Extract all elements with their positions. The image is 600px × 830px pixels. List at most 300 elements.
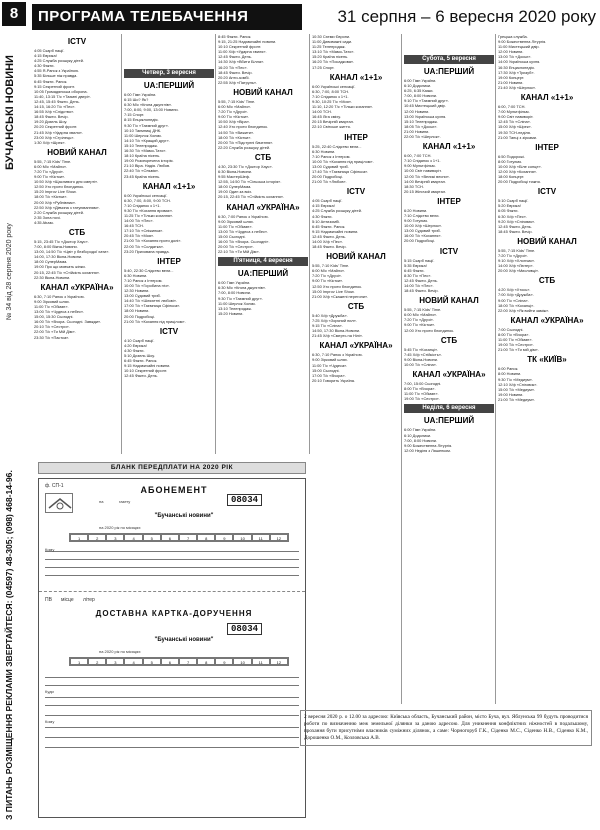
page-number: 8 [2, 2, 26, 26]
program-entry: 15:20 Новини. [218, 310, 244, 316]
program-entry: 6:30, 7:10 Ранок з Україною. [312, 352, 363, 358]
month-cell[interactable]: 1 [70, 658, 88, 665]
program-entry: 18:05 Т/с «Досьє». [404, 123, 438, 129]
month-cell[interactable]: 7 [179, 658, 197, 665]
program-entry: 5:25, 22:40 Слідство вели... [312, 143, 362, 149]
announcement: 2 вересня 2020 р. о 12.00 за адресою: Київська область, Бучанський район, місто Буча, вул. Яблунська 99 будуть проводитися роботи по визначенню меж земельної ділянки за даною адресою. Для уникнення конфліктних ніжностей в подальшому, прохання бути присутніми власників суміжних ділянок, а саме: Чорногоруб Г.К., Сіденко М.С., Сіденко Н.В., Сіденко К.М., Дорошенко О.М., Козловська А.В. [300, 710, 592, 746]
program-entry: 18:45 Факти. Вечір. [218, 69, 253, 75]
program-entry: 18:10 Країна пісень. [124, 153, 161, 159]
subscription-index: 08034 [227, 494, 262, 506]
program-entry: 7:00, 8:00, 9:00, 13:00 Новини. [124, 107, 179, 113]
month-cell[interactable]: 9 [215, 658, 233, 665]
program-list [404, 347, 494, 367]
program-entry: 17:40 Т/с «Таємниця Сфінкса». [312, 168, 369, 174]
program-entry: 6:30, 7:00, 8:00, 9:00 ТСН. [124, 197, 171, 203]
side-strip [0, 0, 30, 830]
program-entry: 13:00 Українська кухня. [404, 113, 447, 119]
program-entry: 9:15 Надзвичайні новини. [124, 363, 171, 369]
program-entry: 11:25 Телепродаж. [312, 44, 346, 50]
program-entry: 6:30 Новини. [312, 148, 336, 154]
program-list [498, 366, 596, 402]
form-line[interactable] [45, 715, 299, 716]
program-list [34, 239, 120, 280]
program-list [312, 263, 400, 299]
month-cell[interactable]: 8 [197, 658, 215, 665]
program-list [404, 381, 494, 401]
form-line[interactable] [45, 747, 299, 748]
month-cell[interactable]: 10 [233, 658, 251, 665]
program-entry: 18:45 Факти. Вечір. [498, 228, 533, 234]
program-entry: 15:20 Країна пісень. [312, 54, 349, 60]
program-entry: 7:45 Х/ф «Стійкість». [404, 351, 442, 357]
program-entry: 10:45 Мистецький двір. [404, 103, 446, 109]
program-entry: 20:00 Х/ф «Мисливці». [498, 268, 540, 274]
month-cell[interactable]: 4 [124, 534, 142, 541]
program-entry: 22:30 Вікна-Новини. [34, 274, 71, 280]
program-entry: 5:40, 22:30 Слідство вели... [124, 267, 174, 273]
program-entry: 7:00 Мультфільм. [498, 109, 530, 115]
program-entry: 11:00 Т/с «Чудеса». [312, 362, 348, 368]
program-entry: 12:45 Т/с «Сліпа». [498, 119, 531, 125]
program-entry: 4:20 Еврика! [124, 342, 147, 348]
program-entry: 11:00 Т/с «Обман». [404, 391, 439, 397]
form-line[interactable] [45, 551, 299, 552]
program-entry: 6:00 М/с «Майлз». [218, 104, 252, 110]
program-entry: 18:00 Т/с «Коханці». [498, 302, 535, 308]
program-entry: 4:20 Х/ф «Хтось». [498, 287, 531, 293]
channel-heading: ІНТЕР [535, 142, 559, 152]
program-entry: 9:00 Т/с «Кістки». [34, 174, 66, 180]
program-entry: 4:30 Факти. [124, 347, 145, 353]
program-entry: 6:10 Додолики. [404, 83, 432, 89]
paper-quoted: "Бучанські новини" [154, 513, 214, 519]
program-entry: 9:00 Зірковий шлях. [312, 357, 348, 363]
form-line[interactable] [45, 567, 299, 568]
program-entry: 9:00 Т/с «Кістки». [404, 322, 436, 328]
program-entry: 14:00 Т/с «Пес». [404, 283, 434, 288]
month-cell[interactable]: 9 [215, 534, 233, 541]
month-cell[interactable]: 10 [233, 534, 251, 541]
program-entry: 16:00 Т/с «Вчора. Сьогодні. Завжди». [34, 319, 102, 325]
program-entry: 10:10 Таємниці ДНК. [124, 127, 162, 133]
program-entry: 22:55 Х/ф «Патруль». [218, 79, 258, 85]
form-line[interactable] [45, 559, 299, 560]
program-entry: 6:30, 7:00 Ранок з Україною. [218, 213, 269, 219]
program-entry: 6:00 М/с «Майлз». [312, 268, 346, 274]
program-entry: 21:10 Віра. Надія. Любов. [124, 163, 171, 169]
month-cell[interactable]: 2 [88, 534, 106, 541]
program-entry: 7:00, 15:00 Сьогодні. [404, 381, 442, 387]
program-entry: 4:05 Скарб нації. [312, 198, 343, 204]
program-entry: 15:10 Телепродаж. [124, 142, 158, 148]
channel-heading: НОВИЙ КАНАЛ [326, 252, 386, 262]
program-entry: 12:45 Факти. День. [404, 277, 438, 283]
month-cell[interactable]: 5 [143, 658, 161, 665]
program-entry: 6:05 Факти. [498, 208, 519, 214]
program-entry: 5:35 Більше ніж правда. [34, 73, 78, 79]
program-entry: 19:00 Один за всіх. [218, 189, 253, 195]
form-line[interactable] [45, 697, 299, 698]
program-entry: 7:10 Ранок з Інтером. [312, 153, 351, 159]
program-entry: 12:00 Неділя з Ляшенком. [404, 447, 451, 453]
program-list [218, 34, 308, 85]
program-entry: 9:10 Т/с «Таємний друг». [404, 98, 449, 104]
day-heading: П'ятниця, 4 вересня [218, 257, 308, 266]
channel-heading: КАНАЛ «1+1» [142, 181, 196, 191]
program-entry: 1:30 Х/ф «Шрек». [34, 139, 66, 145]
program-entry: 11:00 Т/с «Обман». [498, 337, 533, 343]
program-list [498, 34, 596, 90]
paper-quoted-2: "Бучанські новини" [154, 637, 214, 643]
program-entry: 9:15, 21:25 Надзвичайні новини. [218, 39, 277, 45]
program-entry: 13:00, 14:50 Т/с «Цвіт у безбородої хати». [34, 249, 110, 255]
month-cell[interactable]: 7 [179, 534, 197, 541]
month-grid[interactable] [69, 533, 289, 542]
program-list [312, 144, 400, 185]
program-entry: 19:00 Концерт. [498, 74, 525, 80]
program-entry: 5:10 Антизомбі. [312, 218, 341, 224]
program-entry: 12:55, 14:50 Т/с «Сільська історія». [218, 179, 282, 185]
program-entry: 19:00 Т/с «Сестри». [404, 396, 440, 402]
channel-heading: UA:ПЕРШИЙ [143, 81, 195, 90]
program-entry: 9:00 Зірковий шлях. [34, 298, 70, 304]
program-entry: 8:00 Новини. [498, 371, 522, 377]
form-line[interactable] [45, 737, 299, 738]
program-entry: 12:00 Новини. [404, 108, 430, 114]
program-entry: 6:00 Українські сенсації. [312, 83, 356, 89]
program-entry: 13:00 Т/с «Чудеса з небес». [218, 228, 269, 234]
program-entry: 11:40, 13:15 Т/с «Таємні двері». [34, 93, 91, 99]
program-entry: 12:00 Новини. [498, 49, 524, 55]
program-entry: 9:20 Х/ф «Сніговик». [498, 218, 536, 224]
place-label: місце [61, 597, 74, 603]
program-entry: 11:00 Дивовижні сади. [312, 39, 353, 45]
program-entry: 19:00 Новини. [498, 391, 524, 397]
channel-heading: UA:ПЕРШИЙ [423, 67, 475, 76]
program-entry: 10:10 Секретний фронт. [218, 44, 262, 50]
program-entry: 14:00 Вечірній квартал. [404, 178, 446, 184]
program-list [124, 193, 214, 254]
month-cell[interactable]: 3 [106, 658, 124, 665]
program-entry: 9:15 Надзвичайні новини. [312, 228, 359, 234]
program-entry: 16:00 Т/с «Кохання». [404, 233, 442, 239]
program-entry: 7:00 Сьогодні. [498, 326, 524, 332]
program-entry: 4:10 Скарб нації. [124, 337, 155, 343]
program-entry: 12:45 Факти. День. [124, 373, 158, 379]
month-cell[interactable]: 11 [252, 534, 270, 541]
program-entry: 11:00 Шерлок Холмс. [124, 132, 163, 138]
program-entry: 9:00 Зірковий шлях. [218, 218, 254, 224]
program-list [124, 338, 214, 379]
program-entry: 10:00 Х/ф «Шерлок». [404, 223, 443, 229]
form-line[interactable] [45, 575, 299, 576]
program-entry: 4:30, 23:30 Т/с «Доктор Хаус». [218, 163, 273, 169]
program-entry: 8:45 Факти. Ранок. [218, 34, 252, 39]
channel-heading: КАНАЛ «УКРАЇНА» [40, 282, 114, 292]
month-cell[interactable]: 4 [124, 658, 142, 665]
postal-logo [45, 493, 73, 513]
program-list [498, 287, 596, 312]
program-entry: 6:45 Факти. [404, 267, 425, 273]
program-list [312, 352, 400, 383]
delivery-index: 08034 [227, 623, 262, 635]
program-entry: 6:30 М/с «Книга джунглів». [218, 285, 267, 291]
page-title: ПРОГРАМА ТЕЛЕБАЧЕННЯ [32, 4, 302, 30]
program-entry: 19:00 Розсекречена історія. [124, 158, 174, 164]
channel-heading: СТБ [440, 335, 458, 345]
program-entry: 6:00 Гімн України. [404, 78, 437, 83]
program-entry: 18:00 Новини. [124, 308, 150, 314]
program-entry: 21:00 Т/с «Кохання під прицілом». [124, 318, 186, 324]
channel-heading: КАНАЛ «УКРАЇНА» [319, 341, 393, 351]
program-entry: 8:15 Енциклопедія. [124, 117, 159, 123]
program-entry: 14:30 Х/ф «Вбити Білла». [218, 59, 265, 65]
channel-heading: UA:ПЕРШИЙ [423, 416, 475, 426]
month-cell[interactable]: 11 [252, 658, 270, 665]
program-entry: 7:20 Т/с «Друзі». [312, 273, 342, 279]
program-entry: 20:00 Х/ф «Руйнівник». [34, 199, 77, 205]
channel-heading: ІНТЕР [344, 132, 368, 142]
program-list [312, 34, 400, 70]
program-entry: 15:00 Х/ф «Шрек». [498, 124, 532, 130]
program-entry: Грецька служба. [498, 34, 528, 39]
program-entry: 7:00, 8:00 Новини. [218, 290, 252, 296]
program-entry: 14:40 Т/с «Шляхетні любові». [124, 298, 177, 304]
month-cell[interactable]: 6 [161, 534, 179, 541]
program-entry: 7:20 Т/с «Друзі». [498, 253, 528, 258]
program-entry: 14:00, 17:30 Вікна-Новини. [34, 254, 83, 260]
program-entry: 6:00 Ранок. [498, 366, 519, 372]
month-cell[interactable]: 2 [88, 658, 106, 665]
program-entry: 4:35 Abzac. [34, 219, 55, 225]
program-entry: 9:30 Т/с «Кохання вриває». [124, 207, 174, 213]
program-entry: 8:00 Т/с «Вчора». [498, 331, 530, 337]
program-entry: 20:20 Секретний фронт. [34, 124, 78, 130]
program-entry: 4:30 Факти. [34, 63, 55, 69]
program-entry: 9:55 МастерШеф. [218, 174, 251, 180]
program-entry: 12:30 Новини. [124, 288, 150, 294]
subscription-header: БЛАНК ПЕРЕДПЛАТИ НА 2020 РІК [110, 464, 234, 471]
month-cell[interactable]: 3 [106, 534, 124, 541]
program-entry: 21:00 Т/с «Кохання проти долі». [124, 238, 182, 244]
month-grid-2[interactable] [69, 657, 289, 666]
program-entry: 6:45 Факти. Ранок. [34, 78, 68, 84]
subscription-header-bar [38, 462, 306, 474]
schedule-column-6 [498, 34, 596, 704]
month-cell[interactable]: 6 [161, 658, 179, 665]
form-line[interactable] [45, 677, 299, 678]
program-entry: 6:00 Гімн України. [218, 280, 251, 286]
schedule-column-2 [124, 66, 214, 490]
program-entry: 9:30, 10:25 Т/с «Моя». [312, 98, 352, 104]
program-entry: 22:20 Служба розшуку дітей. [218, 144, 271, 150]
program-entry: 22:10 Світське життя. [312, 124, 351, 130]
program-entry: 12:00 Х/ф «Кохання». [498, 168, 538, 174]
delivery-card-title: ДОСТАВНА КАРТКА-ДОРУЧЕННЯ [95, 609, 253, 618]
program-entry: 10:50 Х/ф «Віра». [218, 119, 250, 125]
program-entry: 16:45 ТСН. [124, 223, 144, 229]
program-entry: 21:45 Х/ф «Ударна хвиля». [34, 129, 83, 135]
form-line[interactable] [45, 727, 299, 728]
channel-heading: КАНАЛ «1+1» [422, 142, 476, 152]
program-entry: 2:20 Служба розшуку дітей. [34, 209, 84, 215]
program-list [124, 92, 214, 179]
schedule-column-3 [218, 34, 308, 458]
program-entry: 14:50 Т/с «Вижити». [218, 129, 255, 135]
program-entry: 6:10 Додолики. [404, 432, 432, 438]
program-entry: 14:10 Т/с «Кращий друг». [124, 137, 170, 143]
program-entry: 5:35 Еврика! [404, 262, 427, 268]
program-entry: 9:10 Х/ф «Хлопчик». [498, 258, 536, 264]
channel-heading: СТБ [347, 301, 365, 311]
month-cell[interactable]: 12 [270, 658, 288, 665]
program-entry: 18:00 Т/с «Кістки». [218, 134, 252, 140]
program-entry: 7:10 Сніданок з 1+1. [124, 202, 161, 208]
program-entry: 6:00 М/с «Майлз». [34, 163, 68, 169]
program-entry: 17:00 Т/с «Вчора». [312, 372, 346, 378]
program-entry: 6:25, 6:35 Казки. [404, 88, 434, 94]
litera-label: літер [83, 597, 95, 603]
program-entry: 20:20 Анти-зомбі. [218, 74, 250, 80]
program-entry: 19:20 Дизель Шоу. [34, 119, 68, 125]
program-entry: 7:00, 8:00 Вікна-Новини. [34, 244, 78, 250]
program-entry: 9:30 Т/с «Таємний друг». [218, 295, 263, 301]
month-cell[interactable]: 12 [270, 534, 288, 541]
program-entry: 9:00 Вікна-Новини. [404, 356, 439, 362]
program-entry: 9:00 Т/с «Сліпа». [498, 297, 529, 303]
program-entry: 12:45, 15:45 Факти. День. [34, 98, 80, 104]
program-list [498, 198, 596, 234]
program-entry: 6:30, 7:00, 8:00 ТСН. [312, 88, 350, 94]
program-entry: 20:15, 22:45 Т/с «Стійкість кохання». [34, 269, 100, 275]
day-heading: Субота, 5 вересня [404, 55, 494, 64]
channel-heading: СТБ [254, 152, 272, 162]
program-entry: 11:10, 12:20 Т/с «Тільки кохання». [312, 104, 374, 110]
program-entry: 11:00 Шерлок Холмс. [218, 300, 257, 306]
program-entry: 7:00 Х/ф «Дружба». [498, 292, 534, 298]
program-entry: 9:00 Т/с «Кістки». [218, 114, 250, 120]
channel-heading: ІНТЕР [437, 196, 461, 206]
program-entry: 6:20 Новини. [404, 207, 428, 213]
program-entry: 20:10 Говорить Україна. [312, 377, 356, 383]
form-line[interactable] [45, 685, 299, 686]
program-entry: 7:10 Сніданок з 1+1. [312, 93, 349, 99]
program-entry: 4:30 Факти. [312, 213, 333, 219]
program-entry: 21:45 Х/ф «Смерть на Нілі». [312, 333, 364, 339]
program-list [218, 214, 308, 255]
program-entry: 12:00 Т/с «Великі весни». [404, 173, 450, 179]
program-entry: 16:00 Т/с «Вчора. Сьогодні». [218, 239, 270, 244]
program-entry: 10:00 Світ навиворіт. [404, 168, 442, 174]
month-cell[interactable]: 8 [197, 534, 215, 541]
program-entry: 20:00 Подробиці. [312, 174, 343, 180]
date-range: 31 серпня – 6 вересня 2020 року [337, 7, 596, 26]
month-cell[interactable]: 5 [143, 534, 161, 541]
program-entry: 5:10 Дизель Шоу. [124, 353, 155, 359]
program-entry: 6:15 Шо? Як? [124, 97, 149, 103]
program-entry: 12:50 Хто проти блондинок. [312, 283, 362, 289]
program-list [404, 258, 494, 294]
program-entry: 7:15 Спорт. [124, 112, 145, 118]
program-entry: 8:30 Т/с «Пес». [404, 272, 432, 278]
program-entry: 17:25 Спорт. [312, 64, 335, 70]
program-entry: 10:00 Т/с «Сліпа». [404, 361, 437, 367]
program-entry: 13:00 Судовий триб. [124, 293, 161, 299]
program-list [498, 248, 596, 273]
ads-contact: З ПИТАНЬ РОЗМІЩЕННЯ РЕКЛАМИ ЗВЕРТАЙТЕСЯ: (04597) 48-305; (098) 468-14-96. [4, 470, 14, 820]
program-list [404, 307, 494, 332]
program-entry: 18:45 Факти. Вечір. [312, 244, 347, 250]
program-entry: 15:00 Improv Live Show. [312, 288, 355, 294]
program-entry: 16:45 Ліга сміху. [312, 114, 341, 120]
program-list [498, 104, 596, 140]
program-entry: 13:10 Телепродаж. [218, 305, 252, 311]
program-entry: 21:00 Т/с «Медиум». [498, 396, 536, 402]
program-entry: 22:00 Т/с «Ти Мій Дім». [34, 329, 76, 335]
paper-name: БУЧАНСЬКІ НОВИНИ [4, 55, 16, 170]
program-entry: 18:30 ТСН. [404, 183, 424, 189]
program-entry: 5:15, 23:45 Т/с «Доктор Хаус». [34, 239, 89, 244]
program-entry: 18:00 Т/с «Кістки». [34, 194, 68, 200]
program-entry: 10:00 Т/с «Горобина ніч». [124, 283, 170, 288]
program-entry: 10:10 Секретний фронт. [124, 368, 168, 374]
channel-heading: КАНАЛ «УКРАЇНА» [226, 202, 300, 212]
program-entry: 5:55, 7:15 Kids' Time. [218, 98, 256, 104]
program-entry: 6:00 М/с «Майлз». [404, 312, 438, 318]
program-entry: 19:00 Про що мовчать жінки. [34, 264, 86, 270]
program-entry: 20:00 Подробиці. [404, 238, 435, 244]
program-entry: 17:00 Т/с «Таємниця Сфінкса». [124, 303, 181, 309]
program-entry: 14:00 ТСН. [312, 109, 332, 115]
program-entry: 18:00 СуперМама. [218, 184, 252, 190]
program-entry: 15:00 Сьогодні. [218, 233, 246, 239]
program-entry: 11:00 Т/с «Обман». [218, 223, 253, 229]
month-cell[interactable]: 1 [70, 534, 88, 541]
program-entry: 7:10 Ранок з Інтером. [124, 277, 163, 283]
program-entry: 8:00 Т/с «Вчора». [404, 386, 436, 392]
program-entry: 8:00 Готуємо. [498, 158, 523, 164]
program-entry: 13:00 Т/с «Чудеса з небес». [34, 309, 85, 315]
program-list [218, 280, 308, 316]
program-entry: 20:10 Т/с «Сестри». [34, 324, 70, 330]
program-entry: 7:20 Т/с «Друзі». [404, 317, 434, 323]
program-entry: 4:05 Скарб нації. [34, 48, 65, 53]
program-entry: 11:25 Т/с «Тільки кохання». [124, 212, 174, 218]
program-entry: 16:30 Енциклопедія. [498, 64, 535, 70]
program-entry: 5:55, 7:15 Kids' Time. [404, 307, 442, 313]
channel-heading: ICTV [439, 246, 459, 256]
program-entry: 11:00 Т/с «Обман». [34, 303, 69, 309]
schedule-column-1 [34, 34, 120, 458]
program-entry: 23:30 Т/с «Пастка». [34, 334, 70, 340]
program-entry: 20:15, 22:45 Т/с «Стійкість кохання». [218, 194, 284, 200]
program-entry: 6:00 Гімн України. [124, 92, 157, 97]
channel-heading: КАНАЛ «1+1» [520, 93, 574, 103]
program-entry: 21:00 Танці з зірками. [498, 134, 538, 140]
program-list [34, 48, 120, 145]
program-entry: 7:10 Слідство вели. [404, 212, 440, 218]
program-entry: 7:00, 8:00 Новини. [404, 93, 438, 99]
program-entry: 6:45 Факти. Ранок. [312, 223, 346, 229]
channel-heading: UA:ПЕРШИЙ [237, 269, 289, 279]
program-entry: 19:30 ТСН-неділя. [498, 129, 531, 135]
program-entry: 9:15 Секретний фронт. [34, 83, 75, 89]
program-entry: 22:40 Т/с «Ольвія». [124, 168, 160, 174]
months-label: на 2020 рік по місяцях: [99, 525, 142, 530]
channel-heading: СТБ [538, 276, 556, 286]
program-entry: 23:45 Країна пісень. [124, 173, 161, 179]
form-line[interactable] [45, 705, 299, 706]
